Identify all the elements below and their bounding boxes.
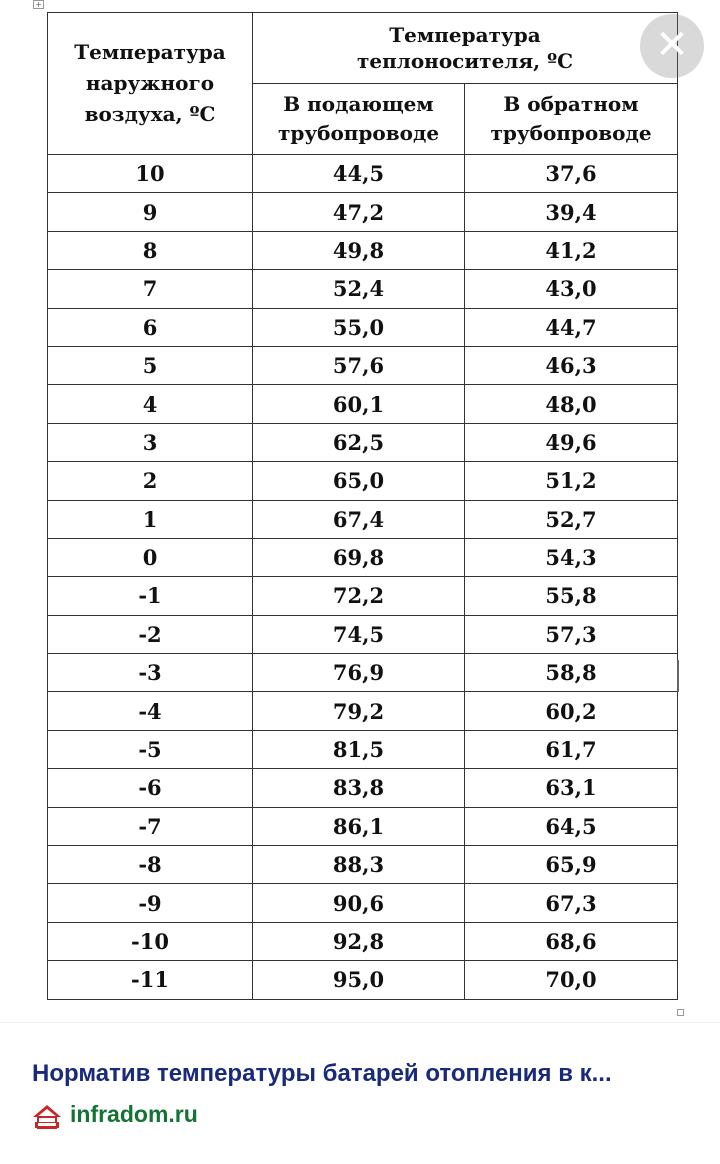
table-header-row — [48, 13, 678, 84]
cell-supply-temp: 49,8 — [253, 231, 465, 269]
cell-supply-temp: 65,0 — [253, 462, 465, 500]
temperature-table — [47, 12, 678, 1000]
cell-supply-temp: 67,4 — [253, 500, 465, 538]
cell-return-temp: 60,2 — [465, 692, 678, 730]
table-row — [48, 884, 678, 922]
text-cursor — [677, 660, 679, 692]
cell-return-temp: 61,7 — [465, 730, 678, 768]
cell-supply-temp: 95,0 — [253, 961, 465, 999]
cell-supply-temp: 57,6 — [253, 346, 465, 384]
cell-supply-temp: 55,0 — [253, 308, 465, 346]
cell-supply-temp: 92,8 — [253, 922, 465, 960]
cell-return-temp: 48,0 — [465, 385, 678, 423]
close-icon: ✕ — [655, 22, 689, 68]
cell-supply-temp: 74,5 — [253, 615, 465, 653]
cell-supply-temp: 83,8 — [253, 769, 465, 807]
cell-supply-temp: 47,2 — [253, 193, 465, 231]
cell-outdoor-temp: -5 — [48, 730, 253, 768]
cell-outdoor-temp: 5 — [48, 346, 253, 384]
table-row — [48, 270, 678, 308]
cell-return-temp: 58,8 — [465, 654, 678, 692]
cell-return-temp: 46,3 — [465, 346, 678, 384]
cell-return-temp: 37,6 — [465, 155, 678, 193]
table-row — [48, 500, 678, 538]
house-icon — [32, 1103, 62, 1131]
cell-outdoor-temp: 4 — [48, 385, 253, 423]
header-coolant-temperature — [253, 13, 678, 84]
table-row — [48, 730, 678, 768]
cell-outdoor-temp: 1 — [48, 500, 253, 538]
cell-outdoor-temp: -9 — [48, 884, 253, 922]
header-return-pipe — [465, 84, 678, 155]
cell-return-temp: 63,1 — [465, 769, 678, 807]
table-row — [48, 385, 678, 423]
search-result-card[interactable] — [0, 1022, 720, 1164]
header-outdoor-line: воздуха, ºС — [84, 102, 216, 126]
cell-outdoor-temp: -3 — [48, 654, 253, 692]
cell-outdoor-temp: 0 — [48, 538, 253, 576]
table-row — [48, 961, 678, 999]
result-site-name[interactable]: infradom.ru — [70, 1101, 198, 1127]
cell-return-temp: 64,5 — [465, 807, 678, 845]
resize-handle — [677, 1009, 684, 1016]
cell-outdoor-temp: -10 — [48, 922, 253, 960]
move-handle-icon: + — [33, 0, 44, 9]
cell-supply-temp: 81,5 — [253, 730, 465, 768]
cell-return-temp: 65,9 — [465, 846, 678, 884]
result-title-link[interactable]: Норматив температуры батарей отопления в к... — [32, 1060, 612, 1087]
cell-supply-temp: 86,1 — [253, 807, 465, 845]
cell-return-temp: 68,6 — [465, 922, 678, 960]
header-outdoor-line: Температура — [74, 40, 226, 64]
cell-return-temp: 39,4 — [465, 193, 678, 231]
cell-return-temp: 52,7 — [465, 500, 678, 538]
header-supply-line: В подающем — [283, 92, 434, 116]
table-row — [48, 423, 678, 461]
cell-supply-temp: 69,8 — [253, 538, 465, 576]
cell-outdoor-temp: 8 — [48, 231, 253, 269]
cell-supply-temp: 79,2 — [253, 692, 465, 730]
cell-outdoor-temp: 6 — [48, 308, 253, 346]
table-row — [48, 155, 678, 193]
table-row — [48, 193, 678, 231]
cell-supply-temp: 62,5 — [253, 423, 465, 461]
cell-supply-temp: 44,5 — [253, 155, 465, 193]
cell-outdoor-temp: -11 — [48, 961, 253, 999]
cell-return-temp: 44,7 — [465, 308, 678, 346]
header-outdoor-temperature — [48, 13, 253, 155]
header-coolant-line: Температура — [389, 23, 541, 47]
cell-supply-temp: 60,1 — [253, 385, 465, 423]
cell-return-temp: 41,2 — [465, 231, 678, 269]
table-row — [48, 654, 678, 692]
cell-outdoor-temp: 9 — [48, 193, 253, 231]
table-row — [48, 346, 678, 384]
table-row — [48, 538, 678, 576]
table-row — [48, 807, 678, 845]
cell-outdoor-temp: 10 — [48, 155, 253, 193]
table-row — [48, 615, 678, 653]
cell-supply-temp: 76,9 — [253, 654, 465, 692]
table-row — [48, 769, 678, 807]
table-row — [48, 231, 678, 269]
header-coolant-line: теплоносителя, ºС — [356, 49, 574, 73]
cell-supply-temp: 72,2 — [253, 577, 465, 615]
table-row — [48, 577, 678, 615]
cell-outdoor-temp: 7 — [48, 270, 253, 308]
header-outdoor-line: наружного — [85, 71, 215, 95]
cell-outdoor-temp: -8 — [48, 846, 253, 884]
header-return-line: В обратном — [503, 92, 639, 116]
cell-return-temp: 57,3 — [465, 615, 678, 653]
cell-outdoor-temp: -2 — [48, 615, 253, 653]
cell-return-temp: 70,0 — [465, 961, 678, 999]
table-row — [48, 308, 678, 346]
cell-return-temp: 54,3 — [465, 538, 678, 576]
table-row — [48, 846, 678, 884]
cell-outdoor-temp: 3 — [48, 423, 253, 461]
cell-supply-temp: 88,3 — [253, 846, 465, 884]
cell-return-temp: 55,8 — [465, 577, 678, 615]
cell-supply-temp: 90,6 — [253, 884, 465, 922]
close-button[interactable] — [640, 14, 704, 78]
header-supply-line: трубопроводе — [277, 121, 440, 145]
cell-outdoor-temp: -6 — [48, 769, 253, 807]
cell-return-temp: 51,2 — [465, 462, 678, 500]
header-supply-pipe — [253, 84, 465, 155]
cell-supply-temp: 52,4 — [253, 270, 465, 308]
header-return-line: трубопроводе — [490, 121, 652, 145]
table-row — [48, 692, 678, 730]
cell-outdoor-temp: -7 — [48, 807, 253, 845]
table-row — [48, 922, 678, 960]
cell-return-temp: 43,0 — [465, 270, 678, 308]
cell-outdoor-temp: 2 — [48, 462, 253, 500]
cell-outdoor-temp: -1 — [48, 577, 253, 615]
table-row — [48, 462, 678, 500]
cell-return-temp: 49,6 — [465, 423, 678, 461]
cell-outdoor-temp: -4 — [48, 692, 253, 730]
cell-return-temp: 67,3 — [465, 884, 678, 922]
